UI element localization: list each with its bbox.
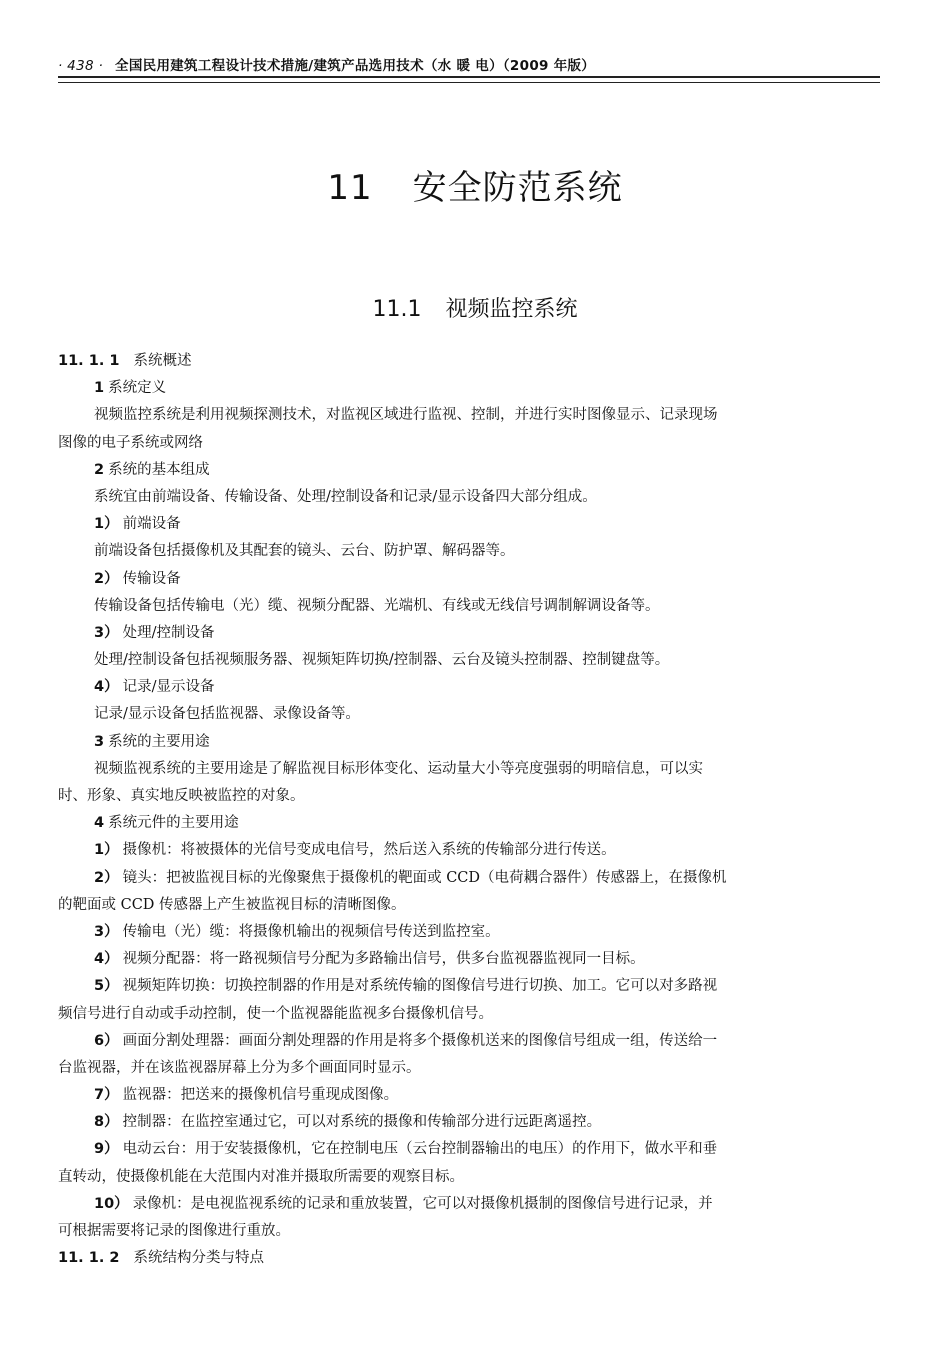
item-number: 2: [94, 461, 105, 478]
list-item: [58, 973, 880, 1000]
item-text: 监视器：把送来的摄像机信号重现成图像。: [122, 1087, 399, 1104]
paragraph-continuation: 直转动，使摄像机能在大范围内对准并摄取所需要的观察目标。: [58, 1168, 464, 1185]
paragraph-continuation: 时、形象、真实地反映被监控的对象。: [58, 788, 305, 804]
chapter-number: 11: [327, 168, 373, 208]
header-rule-thick: [58, 76, 880, 78]
running-title: 全国民用建筑工程设计技术措施/建筑产品选用技术（水 暖 电）（2009 年版）: [115, 58, 596, 74]
section-number: 11.1: [372, 297, 422, 322]
paragraph-continuation: 的靶面或 CCD 传感器上产生被监视目标的清晰图像。: [58, 896, 406, 913]
list-item: [58, 620, 880, 647]
item-text: 记录/显示设备: [122, 679, 215, 696]
list-item: [58, 674, 880, 701]
section-title: 视频监控系统: [445, 297, 578, 322]
item-text: 前端设备: [122, 516, 181, 533]
paragraph-line: 处理/控制设备包括视频服务器、视频矩阵切换/控制器、云台及镜头控制器、控制键盘等。: [94, 652, 670, 669]
subsection-number: 11. 1. 1: [58, 353, 120, 369]
paragraph-line: 视频监视系统的主要用途是了解监视目标形体变化、运动量大小等亮度强弱的明暗信息，可以实: [94, 760, 703, 777]
running-header: [58, 54, 880, 74]
paragraph-continuation: 可根据需要将记录的图像进行重放。: [58, 1223, 290, 1239]
item-text: 摄像机：将被摄体的光信号变成电信号，然后送入系统的传输部分进行传送。: [122, 842, 616, 859]
subsection-heading: [58, 348, 880, 375]
item-text: 控制器：在监控室通过它，可以对系统的摄像和传输部分进行远距离遥控。: [122, 1114, 602, 1131]
body-text: [58, 348, 880, 1272]
item-text: 视频分配器：将一路视频信号分配为多路输出信号，供多台监视器监视同一目标。: [122, 951, 645, 968]
item-text: 电动云台：用于安装摄像机，它在控制电压（云台控制器输出的电压）的作用下，做水平和垂: [122, 1141, 718, 1158]
item-number: 7）: [94, 1087, 119, 1104]
item-number: 10）: [94, 1195, 129, 1212]
item-text: 镜头：把被监视目标的光像聚焦于摄像机的靶面或 CCD（电荷耦合器件）传感器上，在摄像机: [122, 869, 727, 886]
item-number: 9）: [94, 1141, 119, 1158]
list-item: [58, 946, 880, 973]
subsection-title: 系统结构分类与特点: [133, 1250, 264, 1267]
paragraph-line: 记录/显示设备包括监视器、录像设备等。: [94, 706, 360, 723]
item-number: 4）: [94, 951, 119, 968]
page-number: · 438 ·: [58, 58, 104, 74]
list-item: [58, 457, 880, 484]
item-text: 系统的基本组成: [108, 461, 210, 478]
item-number: 3）: [94, 624, 119, 641]
list-item: [58, 1191, 880, 1218]
item-number: 1）: [94, 516, 119, 533]
section-heading: [0, 292, 950, 323]
item-text: 传输电（光）缆：将摄像机输出的视频信号传送到监控室。: [122, 923, 500, 940]
paragraph-continuation: 图像的电子系统或网络: [58, 434, 203, 451]
paragraph-continuation: 频信号进行自动或手动控制，使一个监视器能监视多台摄像机信号。: [58, 1005, 493, 1022]
item-text: 系统元件的主要用途: [108, 815, 239, 832]
item-number: 6）: [94, 1032, 119, 1049]
list-item: [58, 837, 880, 864]
item-text: 画面分割处理器：画面分割处理器的作用是将多个摄像机送来的图像信号组成一组，传送给一: [122, 1032, 718, 1049]
list-item: [58, 865, 880, 892]
chapter-heading: [0, 160, 950, 209]
list-item: [58, 1109, 880, 1136]
item-text: 传输设备: [122, 570, 181, 587]
paragraph-line: 前端设备包括摄像机及其配套的镜头、云台、防护罩、解码器等。: [94, 543, 515, 560]
item-number: 1）: [94, 842, 119, 859]
item-number: 8）: [94, 1114, 119, 1131]
item-text: 处理/控制设备: [122, 624, 215, 641]
subsection-heading: [58, 1245, 880, 1272]
header-rule-thin: [58, 82, 880, 83]
item-number: 4）: [94, 679, 119, 696]
paragraph-line: 视频监控系统是利用视频探测技术，对监视区域进行监视、控制，并进行实时图像显示、记录现场: [94, 407, 718, 424]
list-item: [58, 919, 880, 946]
list-item: [58, 1136, 880, 1163]
item-number: 5）: [94, 978, 119, 995]
item-text: 系统的主要用途: [108, 733, 210, 750]
subsection-number: 11. 1. 2: [58, 1250, 120, 1267]
item-number: 1: [94, 380, 105, 397]
chapter-title: 安全防范系统: [412, 168, 623, 208]
list-item: [58, 566, 880, 593]
paragraph-continuation: 台监视器，并在该监视器屏幕上分为多个画面同时显示。: [58, 1059, 421, 1076]
item-number: 2）: [94, 570, 119, 587]
list-item: [58, 511, 880, 538]
item-number: 4: [94, 815, 105, 832]
item-text: 视频矩阵切换：切换控制器的作用是对系统传输的图像信号进行切换、加工。它可以对多路视: [122, 978, 718, 995]
item-number: 3: [94, 733, 105, 750]
list-item: [58, 375, 880, 402]
list-item: [58, 729, 880, 756]
item-number: 2）: [94, 869, 119, 886]
paragraph-line: 传输设备包括传输电（光）缆、视频分配器、光端机、有线或无线信号调制解调设备等。: [94, 597, 660, 614]
item-number: 3）: [94, 923, 119, 940]
item-text: 录像机：是电视监视系统的记录和重放装置，它可以对摄像机摄制的图像信号进行记录，并: [132, 1195, 713, 1212]
paragraph-line: 系统宜由前端设备、传输设备、处理/控制设备和记录/显示设备四大部分组成。: [94, 488, 597, 505]
subsection-title: 系统概述: [133, 353, 192, 369]
list-item: [58, 1082, 880, 1109]
list-item: [58, 1028, 880, 1055]
list-item: [58, 810, 880, 837]
item-text: 系统定义: [108, 380, 167, 397]
